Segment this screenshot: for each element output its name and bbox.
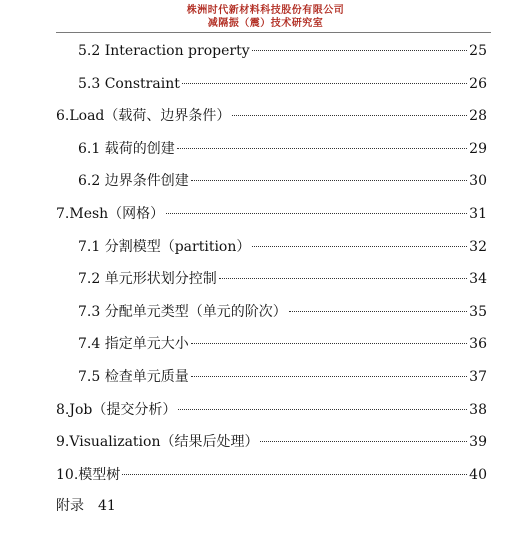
appendix-entry[interactable] (56, 496, 116, 516)
toc-entry-page-number: 26 (469, 75, 487, 92)
toc-dot-leader (191, 343, 467, 344)
toc-entry[interactable] (78, 302, 487, 322)
toc-dot-leader (260, 441, 467, 442)
toc-entry-title: 6.2 边界条件创建 (78, 173, 189, 190)
toc-entry[interactable] (78, 367, 487, 387)
toc-entry-page-number: 40 (469, 466, 487, 483)
toc-entry-title: 7.1 分割模型（partition） (78, 238, 251, 255)
toc-entry-page-number: 31 (469, 206, 487, 222)
toc-entry[interactable] (78, 41, 487, 61)
toc-entry-title: 8.Job（提交分析） (56, 401, 177, 418)
toc-entry-page-number: 35 (469, 303, 487, 320)
header-department: 减隔振（震）技术研究室 (207, 18, 324, 29)
toc-entry-page-number: 32 (469, 238, 487, 255)
toc-entry-title: 7.3 分配单元类型（单元的阶次） (78, 303, 287, 320)
toc-entry-title: 7.Mesh（网格） (56, 206, 165, 222)
appendix-label: 附录 (56, 498, 84, 514)
toc-entry-title: 5.3 Constraint (78, 75, 180, 92)
toc-entry-title: 5.2 Interaction property (78, 43, 250, 59)
toc-entry-title: 6.Load（载荷、边界条件） (56, 108, 231, 125)
toc-entry[interactable] (56, 400, 487, 420)
toc-entry[interactable] (56, 465, 487, 485)
toc-entry[interactable] (78, 74, 487, 94)
toc-entry-title: 7.2 单元形状划分控制 (78, 271, 217, 288)
toc-entry-title: 10.模型树 (56, 466, 121, 483)
toc-dot-leader (166, 213, 467, 214)
toc-entry-page-number: 37 (469, 369, 487, 385)
toc-entry[interactable] (56, 106, 487, 126)
appendix-page-number: 41 (98, 498, 116, 514)
toc-dot-leader (289, 311, 467, 312)
toc-dot-leader (182, 83, 467, 84)
toc-entry-title: 7.4 指定单元大小 (78, 336, 189, 353)
page-header (0, 4, 531, 30)
toc-entry[interactable] (78, 334, 487, 354)
toc-dot-leader (219, 278, 467, 279)
toc-entry-page-number: 34 (469, 271, 487, 288)
toc-entry-page-number: 36 (469, 336, 487, 353)
toc-dot-leader (122, 474, 467, 475)
toc-dot-leader (191, 376, 467, 377)
toc-entry[interactable] (56, 432, 487, 452)
header-divider (56, 32, 491, 33)
toc-dot-leader (252, 246, 467, 247)
toc-entry-page-number: 30 (469, 173, 487, 190)
toc-entry-title: 7.5 检查单元质量 (78, 369, 189, 385)
toc-entry-title: 9.Visualization（结果后处理） (56, 434, 259, 451)
toc-dot-leader (178, 409, 467, 410)
toc-entry[interactable] (56, 204, 487, 224)
toc-entry[interactable] (78, 139, 487, 159)
toc-entry[interactable] (78, 171, 487, 191)
toc-entry-page-number: 29 (469, 140, 487, 157)
toc-dot-leader (252, 50, 468, 51)
toc-entry-page-number: 39 (469, 434, 487, 451)
toc-dot-leader (191, 180, 467, 181)
toc-entry[interactable] (78, 237, 487, 257)
toc-entry-page-number: 25 (469, 43, 487, 59)
toc-entry-page-number: 28 (469, 108, 487, 125)
toc-entry-page-number: 38 (469, 401, 487, 418)
toc-dot-leader (177, 148, 467, 149)
toc-entry-title: 6.1 载荷的创建 (78, 140, 175, 157)
toc-dot-leader (232, 115, 467, 116)
header-company: 株洲时代新材料科技股份有限公司 (186, 5, 345, 16)
toc-entry[interactable] (78, 269, 487, 289)
